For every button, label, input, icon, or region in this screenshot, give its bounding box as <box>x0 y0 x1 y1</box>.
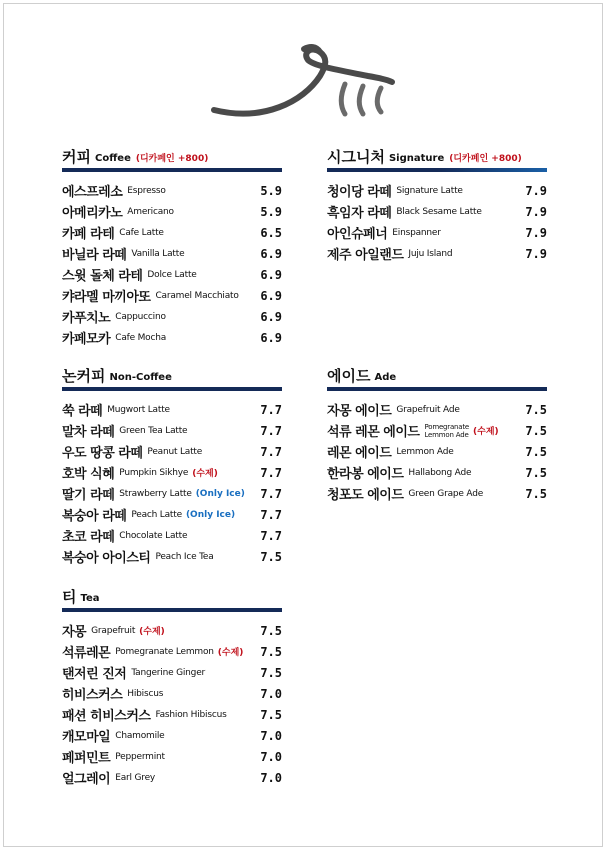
menu-item-name-english: Vanilla Latte <box>131 248 185 259</box>
menu-item-name-korean: 딸기 라떼 <box>62 488 115 503</box>
menu-item-price: 5.9 <box>260 204 282 219</box>
menu-item <box>327 483 547 504</box>
menu-item-name-korean: 얼그레이 <box>62 772 111 787</box>
menu-item <box>62 546 282 567</box>
menu-item <box>62 746 282 767</box>
section-title-korean: 논커피 <box>62 367 106 385</box>
menu-item-name-english-line1: Pomegranate <box>424 422 470 431</box>
section-title-english: Tea <box>80 593 100 604</box>
menu-item-price: 7.5 <box>260 707 282 722</box>
ade-header <box>327 361 547 385</box>
menu-item-name-english <box>424 423 469 439</box>
menu-item <box>62 767 282 788</box>
menu-item-name-korean: 카페 라테 <box>62 227 115 242</box>
section-title-korean: 시그니처 <box>327 148 385 166</box>
menu-item-price: 7.5 <box>525 486 547 501</box>
menu-item-price: 7.9 <box>525 225 547 240</box>
menu-item-price: 7.5 <box>260 623 282 638</box>
menu-item-name-korean: 스윗 돌체 라테 <box>62 269 143 284</box>
menu-item-tag: (수제) <box>217 648 244 658</box>
menu-item-tag: (수제) <box>139 627 165 637</box>
menu-item-price: 7.0 <box>260 749 282 764</box>
menu-item-price: 7.0 <box>260 770 282 785</box>
menu-item <box>62 180 282 201</box>
menu-item <box>327 462 547 483</box>
menu-item-name-english: Grapefruit <box>91 625 136 636</box>
menu-item <box>62 725 282 746</box>
menu-item-price: 7.5 <box>525 402 547 417</box>
menu-list <box>62 399 282 567</box>
menu-item-name-english: Einspanner <box>392 227 441 238</box>
menu-list <box>62 180 282 348</box>
section-title-english: Signature <box>388 153 445 164</box>
menu-item <box>327 222 547 243</box>
menu-item-price: 7.7 <box>260 465 282 480</box>
menu-item-name-english: Lemmon Ade <box>396 446 454 457</box>
menu-item-name-english: Peanut Latte <box>147 446 203 457</box>
menu-item-name-english: Juju Island <box>408 248 453 259</box>
section-divider <box>62 387 282 391</box>
menu-list <box>327 399 547 504</box>
signature-header <box>327 142 547 166</box>
menu-item-name-korean: 한라봉 에이드 <box>327 467 404 482</box>
menu-item-name-korean: 자몽 에이드 <box>327 404 392 419</box>
menu-list <box>327 180 547 264</box>
coffee-section <box>62 142 282 348</box>
menu-item-name-english: Fashion Hibiscus <box>155 709 227 720</box>
menu-item <box>62 662 282 683</box>
menu-item-name-english: Signature Latte <box>396 185 463 196</box>
menu-item-price: 7.5 <box>260 549 282 564</box>
menu-item <box>62 420 282 441</box>
section-divider <box>62 168 282 172</box>
menu-item-name-english: Peach Ice Tea <box>155 551 214 562</box>
menu-item <box>62 264 282 285</box>
menu-item-name-korean: 히비스커스 <box>62 688 123 703</box>
menu-item-price: 7.5 <box>260 644 282 659</box>
menu-item-name-korean: 에스프레소 <box>62 185 123 200</box>
decaf-note: (디카페인 +800) <box>135 154 209 164</box>
menu-item <box>62 327 282 348</box>
menu-item-name-korean: 우도 땅콩 라떼 <box>62 446 143 461</box>
menu-item <box>62 504 282 525</box>
menu-item <box>327 441 547 462</box>
menu-item-name-korean: 카페모카 <box>62 332 111 347</box>
menu-item-price: 5.9 <box>260 183 282 198</box>
menu-item <box>327 201 547 222</box>
menu-item-name-english: Hallabong Ade <box>408 467 472 478</box>
menu-item-price: 7.9 <box>525 183 547 198</box>
section-title-korean: 커피 <box>62 148 91 166</box>
menu-item-name-korean: 복숭아 아이스티 <box>62 551 151 566</box>
menu-item-price: 7.7 <box>260 528 282 543</box>
menu-item-name-english: Cappuccino <box>115 311 166 322</box>
menu-item-name-english: Tangerine Ginger <box>131 667 206 678</box>
coffee-header <box>62 142 282 166</box>
menu-item-price: 6.9 <box>260 288 282 303</box>
tea-header <box>62 582 282 606</box>
non-coffee-header <box>62 361 282 385</box>
menu-item-name-korean: 말차 라떼 <box>62 425 115 440</box>
section-title-korean: 에이드 <box>327 367 371 385</box>
menu-item-name-korean: 바닐라 라떼 <box>62 248 127 263</box>
menu-item-price: 6.9 <box>260 246 282 261</box>
menu-item-name-english: Grapefruit Ade <box>396 404 460 415</box>
menu-item <box>62 683 282 704</box>
menu-item <box>62 620 282 641</box>
menu-item-name-english-line2: Lemmon Ade <box>424 430 469 439</box>
menu-item-name-english: Strawberry Latte <box>119 488 192 499</box>
menu-item-price: 7.5 <box>525 423 547 438</box>
menu-item-price: 7.9 <box>525 246 547 261</box>
menu-item-name-english: Cafe Mocha <box>115 332 167 343</box>
section-divider <box>327 168 547 172</box>
menu-item-name-korean: 캐모마일 <box>62 730 111 745</box>
menu-item <box>62 483 282 504</box>
menu-item-name-korean: 캬라멜 마끼아또 <box>62 290 151 305</box>
menu-item-name-korean: 호박 식혜 <box>62 467 115 482</box>
section-title-english: Non-Coffee <box>109 372 172 383</box>
section-divider <box>62 608 282 612</box>
menu-item <box>327 399 547 420</box>
menu-item <box>62 285 282 306</box>
menu-item-price: 7.0 <box>260 728 282 743</box>
menu-item <box>62 441 282 462</box>
menu-item-name-korean: 패션 히비스커스 <box>62 709 151 724</box>
menu-item-name-korean: 아메리카노 <box>62 206 123 221</box>
menu-item-price: 7.5 <box>525 465 547 480</box>
menu-item-tag: (Only Ice) <box>185 509 236 520</box>
menu-item-name-english: Espresso <box>127 185 166 196</box>
menu-item-name-korean: 청이당 라떼 <box>327 185 392 200</box>
menu-item-name-korean: 자몽 <box>62 625 87 640</box>
menu-item-price: 7.9 <box>525 204 547 219</box>
menu-item-name-korean: 석류 레몬 에이드 <box>327 425 420 440</box>
menu-item-name-english: Peppermint <box>115 751 165 762</box>
menu-item-price: 7.7 <box>260 402 282 417</box>
menu-item-name-english: Caramel Macchiato <box>155 290 239 301</box>
menu-item-name-korean: 석류레몬 <box>62 646 111 661</box>
menu-item-price: 6.9 <box>260 309 282 324</box>
menu-item <box>62 201 282 222</box>
menu-item <box>327 243 547 264</box>
menu-item <box>62 399 282 420</box>
menu-item <box>62 222 282 243</box>
section-title-english: Coffee <box>94 153 131 164</box>
non-coffee-section <box>62 361 282 567</box>
menu-item-tag: (수제) <box>473 427 499 437</box>
section-title-english: Ade <box>374 372 397 383</box>
menu-item-name-english: Chocolate Latte <box>119 530 188 541</box>
menu-list <box>62 620 282 788</box>
menu-item-name-korean: 초코 라떼 <box>62 530 115 545</box>
menu-item <box>62 306 282 327</box>
menu-item-price: 7.7 <box>260 423 282 438</box>
menu-item-name-korean: 쑥 라떼 <box>62 404 103 419</box>
menu-item-name-english: Mugwort Latte <box>107 404 170 415</box>
menu-item-tag: (Only Ice) <box>195 488 245 499</box>
decaf-note: (디카페인 +800) <box>449 154 522 164</box>
menu-item-name-english: Peach Latte <box>131 509 182 520</box>
menu-item <box>62 462 282 483</box>
signature-section <box>327 142 547 264</box>
menu-item-name-korean: 페퍼민트 <box>62 751 111 766</box>
menu-item-name-korean: 레몬 에이드 <box>327 446 392 461</box>
menu-item-name-english: Black Sesame Latte <box>396 206 482 217</box>
menu-item-name-korean: 아인슈페너 <box>327 227 388 242</box>
menu-item <box>62 704 282 725</box>
menu-item <box>327 420 547 441</box>
menu-item-name-english: Green Tea Latte <box>119 425 188 436</box>
section-divider <box>327 387 547 391</box>
menu-item-name-english: Dolce Latte <box>147 269 197 280</box>
menu-item <box>327 180 547 201</box>
menu-item-price: 6.5 <box>260 225 282 240</box>
menu-item-name-english: Hibiscus <box>127 688 164 699</box>
menu-item-name-english: Pumpkin Sikhye <box>119 467 189 478</box>
menu-item <box>62 641 282 662</box>
cafe-roof-logo-icon <box>208 40 398 124</box>
menu-item-name-english: Green Grape Ade <box>408 488 484 499</box>
tea-section <box>62 582 282 788</box>
menu-item-name-english: Americano <box>127 206 174 217</box>
menu-item-name-korean: 카푸치노 <box>62 311 111 326</box>
menu-item <box>62 525 282 546</box>
ade-section <box>327 361 547 504</box>
menu-item-price: 7.7 <box>260 507 282 522</box>
menu-item-name-korean: 흑임자 라떼 <box>327 206 392 221</box>
menu-item-price: 6.9 <box>260 330 282 345</box>
menu-item-name-english: Earl Grey <box>115 772 156 783</box>
menu-item-price: 7.5 <box>525 444 547 459</box>
menu-item <box>62 243 282 264</box>
menu-item-name-korean: 복숭아 라떼 <box>62 509 127 524</box>
menu-item-price: 7.7 <box>260 486 282 501</box>
menu-item-name-english: Chamomile <box>115 730 165 741</box>
menu-item-name-korean: 청포도 에이드 <box>327 488 404 503</box>
menu-item-price: 7.5 <box>260 665 282 680</box>
menu-item-price: 7.0 <box>260 686 282 701</box>
section-title-korean: 티 <box>62 588 77 606</box>
menu-item-tag: (수제) <box>192 469 218 479</box>
menu-item-name-korean: 탠저린 진저 <box>62 667 127 682</box>
menu-item-price: 7.7 <box>260 444 282 459</box>
menu-item-name-english: Pomegranate Lemmon <box>115 646 214 657</box>
menu-item-price: 6.9 <box>260 267 282 282</box>
menu-item-name-english: Cafe Latte <box>119 227 164 238</box>
menu-item-name-korean: 제주 아일랜드 <box>327 248 404 263</box>
